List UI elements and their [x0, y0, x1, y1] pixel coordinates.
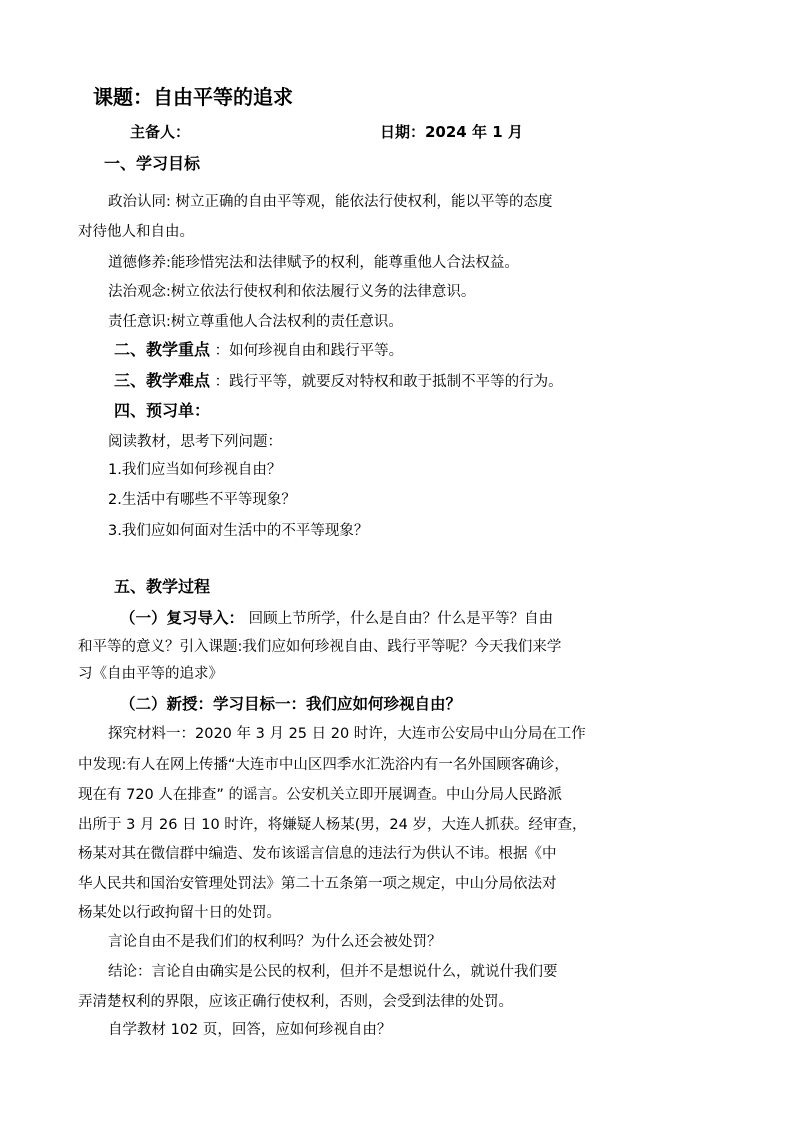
- preparer-label: 主备人：: [130, 123, 191, 141]
- review-line: 和平等的意义？引入课题:我们应如何珍视自由、践行平等呢？今天我们来学: [78, 639, 562, 655]
- key-point-row: [114, 340, 403, 361]
- discussion-question: 言论自由不是我们们的权利吗？为什么还会被处罚？: [108, 934, 442, 950]
- section-heading-preview: 四、预习单：: [114, 401, 211, 420]
- date-label: 日期：2024 年 1 月: [380, 123, 523, 141]
- material-line: 出所于 3 月 26 日 10 时许，将嫌疑人杨某(男，24 岁，大连人抓获。经审查，: [78, 817, 587, 833]
- self-study-line: 自学教材 102 页，回答，应如何珍视自由？: [108, 1022, 392, 1038]
- goal-line: 道德修养:能珍惜宪法和法律赋予的权利，能尊重他人合法权益。: [108, 255, 519, 271]
- material-line: 探究材料一：2020 年 3 月 25 日 20 时许，大连市公安局中山分局在工作: [108, 726, 586, 742]
- material-line: 现在有 720 人在排查” 的谣言。公安机关立即开展调查。中山分局人民路派: [78, 787, 563, 803]
- goal-line: 责任意识:树立尊重他人合法权利的责任意识。: [108, 314, 403, 330]
- material-line: 杨某处以行政拘留十日的处罚。: [78, 905, 281, 921]
- review-label: （一）复习导入：: [120, 609, 245, 627]
- new-teaching-heading: （二）新授：学习目标一：我们应如何珍视自由？: [120, 695, 462, 713]
- page-title: 课题：自由平等的追求: [93, 85, 293, 109]
- review-line: 习《自由平等的追求》: [78, 666, 223, 682]
- section-heading-goals: 一、学习目标: [104, 154, 201, 173]
- conclusion-line: 结论：言论自由确实是公民的权利，但并不是想说什么，就说什我们要: [108, 964, 558, 980]
- review-text: 回顾上节所学，什么是自由？什么是平等？自由: [248, 611, 554, 627]
- preview-question: 1.我们应当如何珍视自由？: [108, 462, 282, 478]
- preview-question: 3.我们应如何面对生活中的不平等现象？: [108, 523, 369, 539]
- material-line: 中发现:有人在网上传播“大连市中山区四季水汇洗浴内有一名外国顾客确诊，: [78, 757, 569, 773]
- review-row: [120, 608, 553, 629]
- preview-intro: 阅读教材，思考下列问题：: [108, 434, 282, 450]
- section-heading-process: 五、教学过程: [114, 577, 211, 596]
- difficulty-text: ：践行平等，就要反对特权和敢于抵制不平等的行为。: [214, 374, 563, 390]
- material-line: 杨某对其在微信群中编造、发布该谣言信息的违法行为供认不讳。根据《中: [78, 846, 557, 862]
- goal-line: 对待他人和自由。: [78, 224, 194, 240]
- preview-question: 2.生活中有哪些不平等现象？: [108, 492, 296, 508]
- material-line: 华人民共和国治安管理处罚法》第二十五条第一项之规定，中山分局依法对: [78, 876, 557, 892]
- goal-line: 政治认同: 树立正确的自由平等观，能依法行使权利，能以平等的态度: [108, 194, 553, 210]
- conclusion-line: 弄清楚权利的界限，应该正确行使权利，否则，会受到法律的处罚。: [78, 994, 513, 1010]
- goal-line: 法治观念:树立依法行使权利和依法履行义务的法律意识。: [108, 284, 476, 300]
- section-heading-keypoint: 二、教学重点: [114, 340, 211, 359]
- difficulty-row: [114, 371, 563, 392]
- section-heading-difficulty: 三、教学难点: [114, 371, 211, 390]
- key-point-text: ：如何珍视自由和践行平等。: [214, 343, 404, 359]
